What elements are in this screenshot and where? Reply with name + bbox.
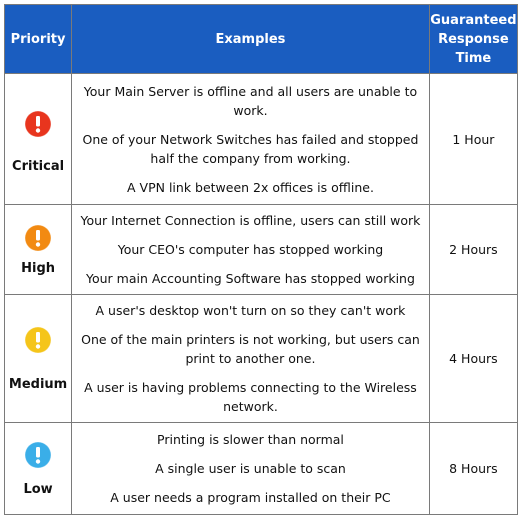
example-text: A VPN link between 2x offices is offline.: [127, 179, 374, 195]
example-text: A single user is unable to scan: [155, 461, 346, 476]
header-examples: Examples: [72, 5, 430, 74]
example-text: A user is having problems connecting to the Wireless network.: [84, 380, 417, 414]
exclamation-icon: [23, 440, 53, 470]
example-text: One of the main printers is not working, but users can print to another one.: [81, 332, 420, 366]
example-text: Your Internet Connection is offline, users can still work: [80, 213, 421, 228]
priority-label: Medium: [8, 377, 68, 392]
header-response-time-line: Time: [455, 50, 492, 66]
response-time-cell: 8 Hours: [429, 423, 517, 515]
priority-cell: [5, 205, 72, 295]
table-row-critical: [5, 74, 518, 205]
examples-cell: [72, 205, 430, 295]
response-time-cell: 4 Hours: [429, 295, 517, 423]
header-response-time-line: Guaranteed: [430, 12, 517, 28]
examples-cell: [72, 295, 430, 423]
priority-label: Low: [23, 482, 53, 497]
exclamation-icon: [23, 223, 53, 253]
priority-cell: [5, 423, 72, 515]
examples-cell: [72, 74, 430, 205]
example-text: Your Main Server is offline and all users are unable to work.: [83, 83, 418, 118]
example-text: Printing is slower than normal: [157, 432, 344, 447]
header-response-time: [429, 5, 517, 74]
exclamation-icon: [23, 109, 53, 139]
example-text: A user's desktop won't turn on so they can't work: [95, 303, 406, 318]
table-header-row: [5, 5, 518, 74]
response-time-cell: 2 Hours: [429, 205, 517, 295]
exclamation-icon: [23, 325, 53, 355]
table-row-low: [5, 423, 518, 515]
priority-label: Critical: [12, 158, 65, 174]
example-text: One of your Network Switches has failed and stopped half the company from working.: [82, 131, 419, 166]
priority-cell: [5, 295, 72, 423]
example-text: Your CEO's computer has stopped working: [117, 242, 384, 257]
header-priority: Priority: [5, 5, 72, 74]
example-text: Your main Accounting Software has stopped working: [86, 271, 415, 286]
header-response-time-line: Response: [438, 31, 509, 47]
priority-cell: [5, 74, 72, 205]
priority-response-table: [4, 4, 518, 515]
response-time-cell: 1 Hour: [429, 74, 517, 205]
table-row-medium: [5, 295, 518, 423]
table-row-high: [5, 205, 518, 295]
examples-cell: [72, 423, 430, 515]
priority-label: High: [21, 261, 56, 276]
example-text: A user needs a program installed on their PC: [110, 490, 391, 505]
